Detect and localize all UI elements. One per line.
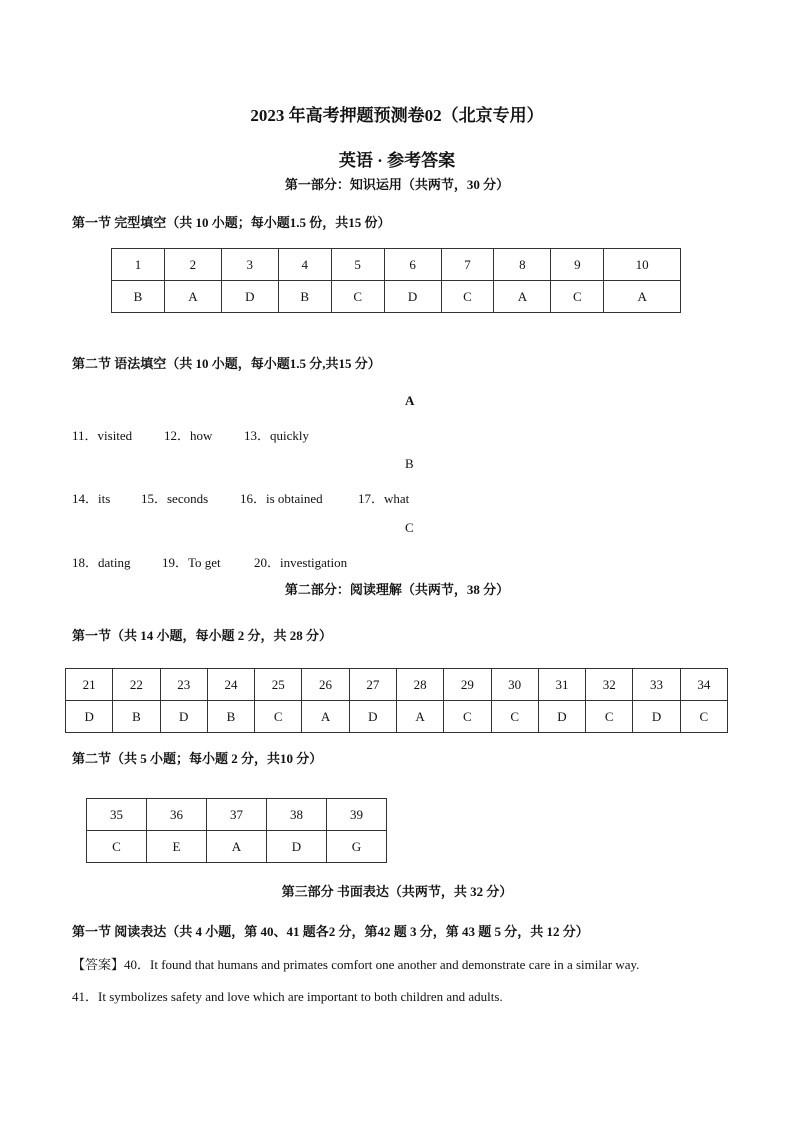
table-cell: 2: [164, 249, 221, 281]
page-title: 2023 年高考押题预测卷02（北京专用）: [250, 106, 544, 125]
grammar-answers-c: [72, 552, 347, 571]
part2-heading: 第二部分：阅读理解（共两节，38 分）: [284, 582, 510, 597]
table-cell: D: [160, 701, 207, 733]
table-cell: 37: [207, 799, 267, 831]
table-cell: C: [331, 281, 384, 313]
table-cell: 31: [538, 669, 585, 701]
table-cell: 30: [491, 669, 538, 701]
table-cell: C: [255, 701, 302, 733]
part3-sec1-heading: 第一节 阅读表达（共 4 小题，第 40、41 题各2 分，第42 题 3 分，第 43 题 5 分，共 12 分）: [72, 924, 589, 939]
table-row-answers: [87, 831, 387, 863]
part2-sec2-heading: 第二节（共 5 小题；每小题 2 分，共10 分）: [72, 751, 323, 766]
table-cell: 27: [349, 669, 396, 701]
subsection-label-c: C: [405, 520, 414, 535]
table-cell: 22: [113, 669, 160, 701]
table-cell: 5: [331, 249, 384, 281]
table-cell: C: [87, 831, 147, 863]
table-cell: E: [147, 831, 207, 863]
part1-sec1-heading: 第一节 完型填空（共 10 小题；每小题1.5 份，共15 份）: [72, 215, 391, 230]
answer-item: 13．quickly: [244, 428, 309, 443]
answer-item: 18．dating: [72, 555, 131, 570]
answer-item: 17．what: [358, 491, 410, 506]
table-row-numbers: [87, 799, 387, 831]
table-cell: 6: [384, 249, 441, 281]
table-cell: 9: [551, 249, 604, 281]
table-cell: B: [207, 701, 254, 733]
answer-item: 15．seconds: [141, 491, 209, 506]
part1-sec2-heading: 第二节 语法填空（共 10 小题，每小题1.5 分,共15 分）: [72, 356, 381, 371]
table-row-answers: [112, 281, 681, 313]
answer-line-41: 41．It symbolizes safety and love which are important to both children and adults.: [72, 989, 503, 1004]
answer-line-40: 【答案】40．It found that humans and primates comfort one another and demonstrate care in a similar way.: [72, 957, 640, 972]
table-cell: 34: [680, 669, 727, 701]
table-row-numbers: [112, 249, 681, 281]
reading-answer-table: [65, 668, 728, 733]
table-cell: 33: [633, 669, 680, 701]
table-cell: 28: [396, 669, 443, 701]
table-cell: 35: [87, 799, 147, 831]
table-cell: 4: [278, 249, 331, 281]
table-cell: 21: [66, 669, 113, 701]
answer-item: 12．how: [164, 428, 213, 443]
table-cell: D: [538, 701, 585, 733]
grammar-answers-b: [72, 488, 409, 507]
answer-item: 19．To get: [162, 555, 221, 570]
page-subtitle: 英语 · 参考答案: [338, 151, 456, 170]
table-cell: D: [221, 281, 278, 313]
answer-item: 14．its: [72, 491, 111, 506]
table-cell: G: [327, 831, 387, 863]
table-cell: 38: [267, 799, 327, 831]
table-cell: A: [396, 701, 443, 733]
part1-heading: 第一部分：知识运用（共两节，30 分）: [284, 177, 510, 192]
table-cell: 8: [494, 249, 551, 281]
table-cell: 26: [302, 669, 349, 701]
table-cell: C: [491, 701, 538, 733]
table-cell: D: [349, 701, 396, 733]
answer-item: 11．visited: [72, 428, 133, 443]
table-cell: D: [267, 831, 327, 863]
table-cell: B: [278, 281, 331, 313]
table-cell: 29: [444, 669, 491, 701]
table-cell: A: [164, 281, 221, 313]
cloze-answer-table: [111, 248, 681, 313]
table-cell: 36: [147, 799, 207, 831]
answer-item: 16．is obtained: [240, 491, 323, 506]
table-cell: A: [604, 281, 681, 313]
table-cell: A: [494, 281, 551, 313]
subsection-label-b: B: [405, 456, 414, 471]
table-cell: A: [207, 831, 267, 863]
table-cell: B: [112, 281, 165, 313]
table-cell: C: [444, 701, 491, 733]
table-cell: A: [302, 701, 349, 733]
table-cell: D: [66, 701, 113, 733]
table-cell: 1: [112, 249, 165, 281]
table-cell: D: [633, 701, 680, 733]
table-cell: 23: [160, 669, 207, 701]
table-cell: 39: [327, 799, 387, 831]
table-cell: 25: [255, 669, 302, 701]
table-cell: C: [551, 281, 604, 313]
table-cell: 3: [221, 249, 278, 281]
part3-heading: 第三部分 书面表达（共两节，共 32 分）: [281, 884, 513, 899]
grammar-answers-a: [72, 425, 309, 444]
part2-sec1-heading: 第一节（共 14 小题，每小题 2 分，共 28 分）: [72, 628, 333, 643]
table-cell: C: [586, 701, 633, 733]
table-cell: 10: [604, 249, 681, 281]
table-cell: C: [680, 701, 727, 733]
table-row-numbers: [66, 669, 728, 701]
table-cell: D: [384, 281, 441, 313]
table-cell: 32: [586, 669, 633, 701]
matching-answer-table: [86, 798, 387, 863]
answer-item: 20．investigation: [254, 555, 348, 570]
subsection-label-a: A: [405, 393, 415, 408]
table-cell: C: [441, 281, 494, 313]
table-cell: B: [113, 701, 160, 733]
table-row-answers: [66, 701, 728, 733]
table-cell: 24: [207, 669, 254, 701]
table-cell: 7: [441, 249, 494, 281]
